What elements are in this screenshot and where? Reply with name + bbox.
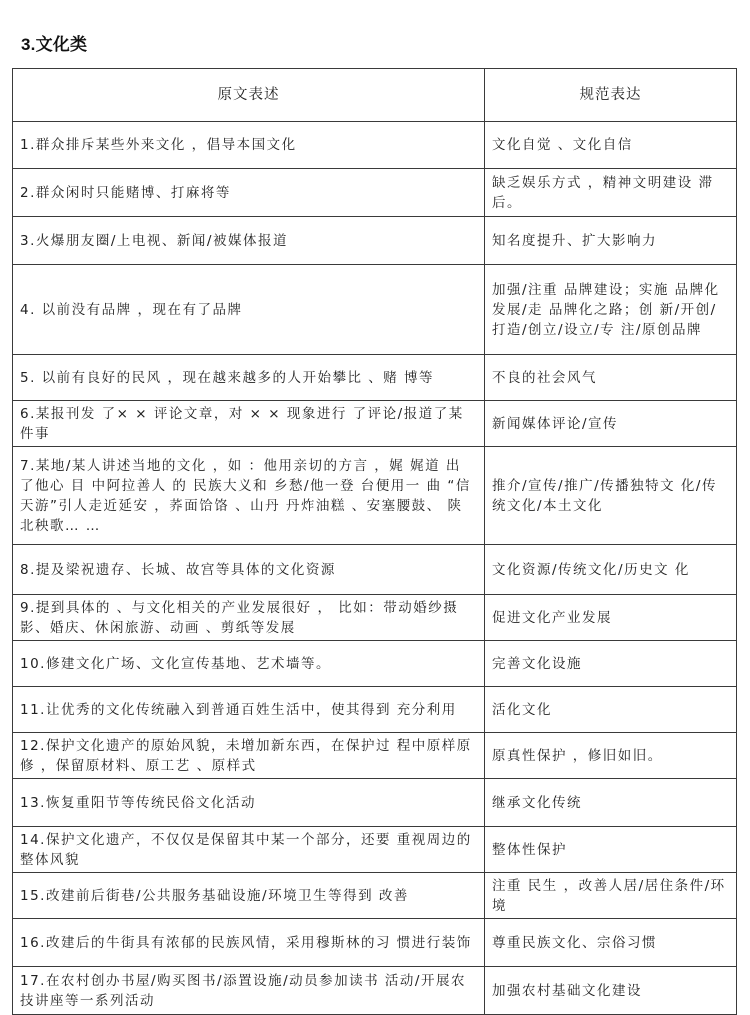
- standard-cell: 文化资源/传统文化/历史文 化: [485, 545, 737, 595]
- header-standard: 规范表达: [485, 69, 737, 122]
- table-row: [13, 265, 737, 355]
- table-row: [13, 545, 737, 595]
- table-row: [13, 447, 737, 545]
- original-cell: 8.提及梁祝遗存、长城、故宫等具体的文化资源: [13, 545, 485, 595]
- table-row: [13, 687, 737, 733]
- table-row: [13, 641, 737, 687]
- table-row: [13, 401, 737, 447]
- original-cell: 13.恢复重阳节等传统民俗文化活动: [13, 779, 485, 827]
- standard-cell: 整体性保护: [485, 827, 737, 873]
- original-cell: 7.某地/某人讲述当地的文化 ，如 ：他用亲切的方言 ，娓 娓道 出 了他心 目 中阿拉善人 的 民族大义和 乡愁/他一登 台便用一 曲 “信天游”引人走近延安 ，荞面饸饹 、山丹 丹炸油糕 、安塞腰鼓、 陕北秧歌… …: [13, 447, 485, 545]
- table-row: [13, 779, 737, 827]
- table-row: [13, 827, 737, 873]
- standard-cell: 知名度提升、扩大影响力: [485, 217, 737, 265]
- standard-cell: 新闻媒体评论/宣传: [485, 401, 737, 447]
- standard-cell: 完善文化设施: [485, 641, 737, 687]
- standard-cell: 加强/注重 品牌建设；实施 品牌化发展/走 品牌化之路；创 新/开创/打造/创立/设立/专 注/原创品牌: [485, 265, 737, 355]
- original-cell: 14.保护文化遗产，不仅仅是保留其中某一个部分，还要 重视周边的整体风貌: [13, 827, 485, 873]
- original-cell: 17.在农村创办书屋/购买图书/添置设施/动员参加读书 活动/开展农技讲座等一系列活动: [13, 967, 485, 1015]
- table-row: [13, 967, 737, 1015]
- original-cell: 15.改建前后街巷/公共服务基础设施/环境卫生等得到 改善: [13, 873, 485, 919]
- original-cell: 10.修建文化广场、文化宣传基地、艺术墙等。: [13, 641, 485, 687]
- table-row: [13, 122, 737, 169]
- table-row: [13, 733, 737, 779]
- original-cell: 3.火爆朋友圈/上电视、新闻/被媒体报道: [13, 217, 485, 265]
- original-cell: 11.让优秀的文化传统融入到普通百姓生活中，使其得到 充分利用: [13, 687, 485, 733]
- original-cell: 4. 以前没有品牌 ，现在有了品牌: [13, 265, 485, 355]
- standard-cell: 促进文化产业发展: [485, 595, 737, 641]
- table-row: [13, 217, 737, 265]
- original-cell: 16.改建后的牛街具有浓郁的民族风情，采用穆斯林的习 惯进行装饰: [13, 919, 485, 967]
- original-cell: 9.提到具体的 、与文化相关的产业发展很好 ， 比如：带动婚纱摄影、婚庆、休闲旅游、动画 、剪纸等发展: [13, 595, 485, 641]
- original-cell: 12.保护文化遗产的原始风貌，未增加新东西，在保护过 程中原样原修 ，保留原材料、原工艺 、原样式: [13, 733, 485, 779]
- table-row: [13, 919, 737, 967]
- table-row: [13, 873, 737, 919]
- standard-cell: 加强农村基础文化建设: [485, 967, 737, 1015]
- standard-cell: 注重 民生 ，改善人居/居住条件/环境: [485, 873, 737, 919]
- standard-cell: 推介/宣传/推广/传播独特文 化/传统文化/本土文化: [485, 447, 737, 545]
- original-cell: 5. 以前有良好的民风 ，现在越来越多的人开始攀比 、赌 博等: [13, 355, 485, 401]
- original-cell: 6.某报刊发 了× × 评论文章，对 × × 现象进行 了评论/报道了某件事: [13, 401, 485, 447]
- standard-cell: 缺乏娱乐方式 ，精神文明建设 滞后。: [485, 169, 737, 217]
- standard-cell: 活化文化: [485, 687, 737, 733]
- standard-cell: 尊重民族文化、宗俗习惯: [485, 919, 737, 967]
- standard-cell: 继承文化传统: [485, 779, 737, 827]
- original-cell: 2.群众闲时只能赌博、打麻将等: [13, 169, 485, 217]
- table-header-row: [13, 69, 737, 122]
- header-original: 原文表述: [13, 69, 485, 122]
- table-row: [13, 355, 737, 401]
- table-row: [13, 169, 737, 217]
- table-row: [13, 595, 737, 641]
- section-title: 3.文化类: [21, 35, 88, 54]
- standard-cell: 原真性保护 ，修旧如旧。: [485, 733, 737, 779]
- original-cell: 1.群众排斥某些外来文化 ，倡导本国文化: [13, 122, 485, 169]
- expression-table: [12, 68, 737, 1015]
- standard-cell: 不良的社会风气: [485, 355, 737, 401]
- standard-cell: 文化自觉 、文化自信: [485, 122, 737, 169]
